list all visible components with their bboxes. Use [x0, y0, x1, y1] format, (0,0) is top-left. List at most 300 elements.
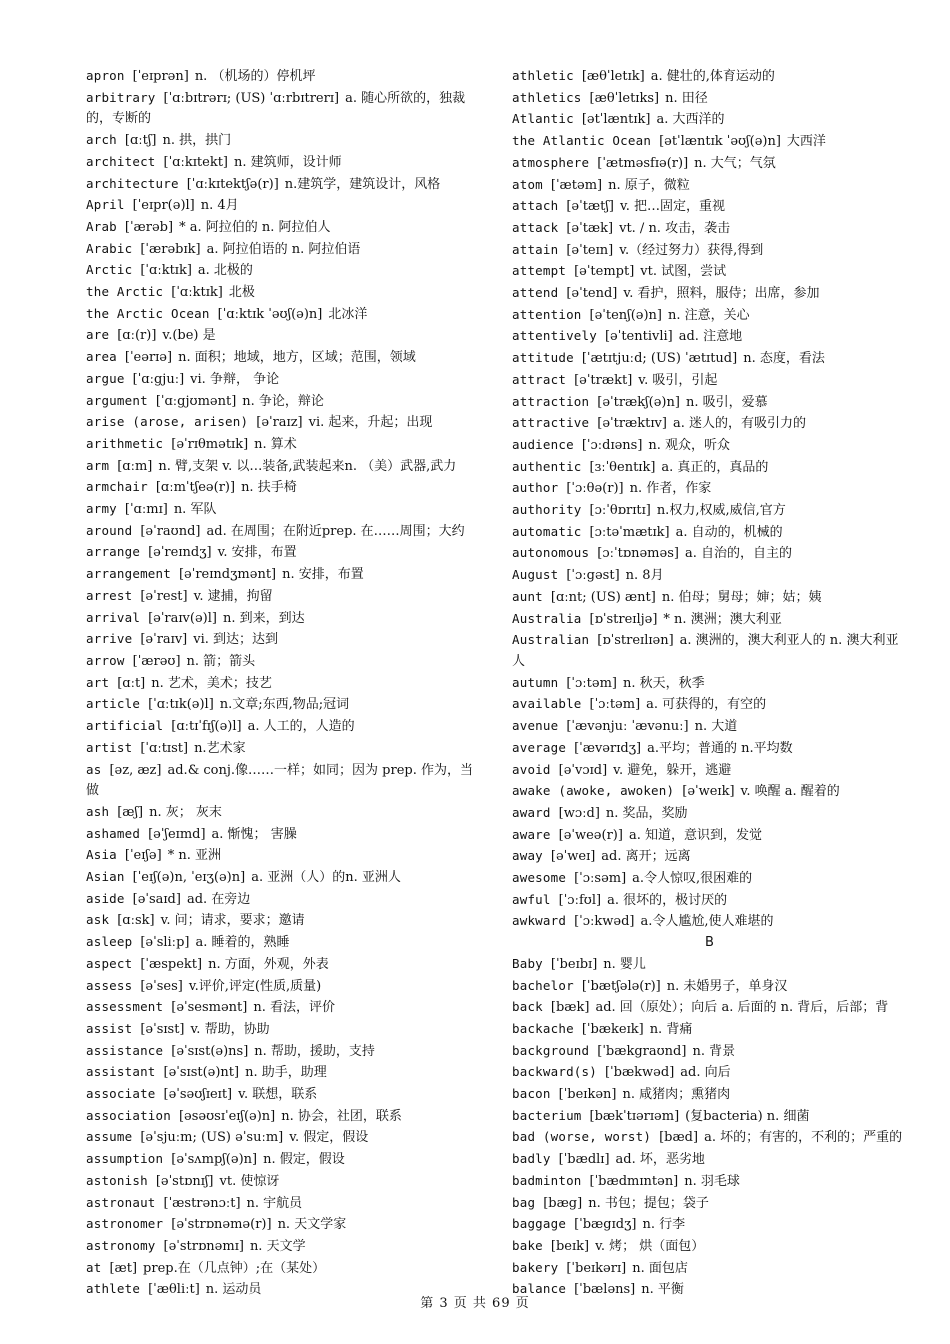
entry-meaning: v. 吸引，引起: [638, 372, 718, 388]
vocab-entry: [86, 1019, 481, 1041]
entry-word: area: [86, 349, 117, 365]
entry-meaning: n. 大道: [694, 719, 738, 735]
vocab-entry: [512, 1127, 907, 1149]
entry-meaning: ad. 在周围；在附近prep. 在……周围；大约: [206, 523, 465, 539]
vocab-entry: [512, 976, 907, 998]
entry-meaning: a. 大西洋的: [656, 112, 725, 128]
vocab-entry: [86, 932, 481, 954]
vocab-entry: [512, 954, 907, 976]
entry-meaning: n. 建筑师，设计师: [234, 154, 342, 170]
entry-word: aware: [512, 826, 551, 842]
entry-meaning: v. 逮捕，拘留: [193, 588, 273, 604]
vocab-entry: [512, 326, 907, 348]
vocab-entry: [512, 1084, 907, 1106]
entry-phonetic: [əˈtempt]: [574, 264, 635, 280]
entry-meaning: n. 观众，听众: [648, 437, 731, 453]
entry-word: avenue: [512, 718, 559, 734]
entry-phonetic: [əˈweɪ]: [550, 849, 596, 865]
entry-meaning: a. 人工的，人造的: [247, 719, 355, 735]
entry-meaning: ad.& conj.像……一样；如同；因为 prep. 作为，当做: [86, 762, 473, 799]
entry-meaning: a. 随心所欲的，独裁的，专断的: [86, 90, 466, 127]
entry-word: Baby: [512, 955, 543, 971]
vocab-entry: [512, 240, 907, 262]
entry-phonetic: [ˈbækwəd]: [604, 1065, 675, 1081]
entry-meaning: a. 澳洲的，澳大利亚人的 n. 澳大利亚人: [512, 633, 899, 669]
entry-word: astonish: [86, 1172, 148, 1188]
entry-word: assistance: [86, 1042, 164, 1058]
entry-phonetic: [ˈɑːktɪk ˈəʊʃ(ə)n]: [217, 306, 323, 322]
entry-word: April: [86, 197, 125, 213]
vocab-entry: [86, 152, 481, 174]
entry-word: attraction: [512, 393, 590, 409]
entry-phonetic: [ˈævənjuː ˈævənuː]: [566, 719, 689, 735]
entry-phonetic: [ˈɔːfʊl]: [558, 892, 602, 908]
vocab-entry: [512, 630, 907, 672]
entry-word: asleep: [86, 934, 133, 950]
entry-phonetic: [ˈeɪʃə]: [124, 848, 162, 864]
entry-phonetic: [əˈstrɒnəmɪ]: [163, 1238, 244, 1254]
vocab-entry: [512, 435, 907, 457]
entry-phonetic: [bæk]: [550, 1000, 590, 1016]
vocab-entry: [512, 1149, 907, 1171]
entry-word: attack: [512, 219, 559, 235]
entry-meaning: n. 注意，关心: [667, 307, 750, 323]
entry-word: available: [512, 696, 582, 712]
entry-word: attach: [512, 198, 559, 214]
entry-word: awkward: [512, 913, 567, 929]
entry-phonetic: [ˈɑːkɪtektʃə(r)]: [186, 176, 279, 192]
entry-phonetic: [ətˈlæntɪk ˈəʊʃ(ə)n]: [659, 134, 781, 150]
vocab-entry: [512, 131, 907, 153]
entry-meaning: vt. 使惊讶: [219, 1173, 280, 1189]
entry-phonetic: [ˈbæləns]: [574, 1282, 636, 1298]
entry-meaning: ad. 在旁边: [186, 891, 251, 907]
entry-meaning: n. 大气；气氛: [694, 155, 776, 171]
entry-phonetic: [ˈærəʊ]: [132, 653, 181, 669]
entry-meaning: vt. / n. 攻击，袭击: [619, 220, 731, 236]
vocab-entry: [86, 499, 481, 521]
entry-meaning: v. 避免，躲开，逃避: [613, 762, 732, 778]
vocab-entry: [512, 825, 907, 847]
entry-meaning: n. （机场的）停机坪: [194, 69, 316, 84]
vocab-entry: [86, 1127, 481, 1149]
entry-phonetic: [əˈtræktɪv]: [597, 416, 667, 432]
entry-word: aspect: [86, 955, 133, 971]
vocab-entry: [86, 954, 481, 976]
entry-meaning: a. 自治的，自主的: [684, 546, 792, 562]
vocab-entry: [86, 716, 481, 738]
vocab-entry: [86, 412, 481, 434]
entry-meaning: n. 伯母；舅母；婶；姑；姨: [661, 589, 822, 605]
vocab-entry: [512, 1171, 907, 1193]
entry-phonetic: [ˈbeɪkən]: [558, 1087, 617, 1103]
entry-phonetic: [ˈeɪprən]: [132, 69, 189, 84]
vocab-entry: [512, 868, 907, 890]
entry-word: the Atlantic Ocean: [512, 133, 652, 149]
entry-word: attempt: [512, 263, 567, 279]
entry-meaning: v. 烤； 烘（面包）: [595, 1238, 705, 1254]
entry-meaning: a.令人惊叹,很困难的: [632, 871, 753, 887]
vocab-entry: [512, 109, 907, 131]
entry-word: awake (awoke, awoken): [512, 783, 675, 799]
vocab-entry: [512, 738, 907, 760]
entry-meaning: n. 面包店: [632, 1260, 688, 1276]
entry-word: astronomer: [86, 1216, 164, 1232]
entry-meaning: n. 书包；提包；袋子: [588, 1195, 709, 1211]
entry-word: attractive: [512, 415, 590, 431]
vocab-entry: [86, 195, 481, 217]
entry-meaning: (复bacteria) n. 细菌: [685, 1108, 810, 1124]
entry-word: astronaut: [86, 1194, 156, 1210]
vocab-entry: [86, 910, 481, 932]
entry-meaning: a. 知道，意识到，发觉: [628, 827, 762, 843]
entry-phonetic: [ˈɑːkɪtekt]: [163, 154, 229, 170]
entry-word: athlete: [86, 1281, 141, 1297]
entry-phonetic: [æʃ]: [117, 804, 144, 820]
entry-meaning: n. 吸引，爱慕: [685, 394, 768, 410]
entry-phonetic: [ɑːmˈtʃeə(r)]: [155, 480, 236, 496]
entry-meaning: a. 阿拉伯语的 n. 阿拉伯语: [206, 241, 361, 257]
entry-word: arithmetic: [86, 435, 164, 451]
entry-meaning: n. 假定，假设: [263, 1152, 345, 1168]
entry-meaning: n. 方面，外观，外表: [208, 956, 329, 972]
entry-word: autumn: [512, 674, 559, 690]
vocab-entry: [86, 1106, 481, 1128]
entry-phonetic: [ˈbækeɪk]: [581, 1021, 644, 1037]
entry-phonetic: [ˈɑːgjʊmənt]: [155, 393, 237, 409]
entry-meaning: a. 坏的；有害的，不利的；严重的: [704, 1130, 903, 1146]
vocab-entry: [512, 457, 907, 479]
entry-meaning: vt. 试图，尝试: [640, 264, 727, 280]
vocab-entry: [86, 130, 481, 152]
vocab-entry: [86, 477, 481, 499]
entry-phonetic: [əˈtenʃ(ə)n]: [589, 307, 662, 323]
entry-word: backward(s): [512, 1064, 597, 1080]
vocab-entry: [86, 434, 481, 456]
entry-phonetic: [ɔːˈtɒnəməs]: [597, 546, 679, 562]
entry-phonetic: [əˈstrɒnəmə(r)]: [171, 1217, 272, 1233]
vocab-entry: [86, 1041, 481, 1063]
vocab-entry: [512, 305, 907, 327]
entry-meaning: n. 婴儿: [603, 956, 646, 972]
entry-meaning: n. 奖品，奖励: [605, 805, 688, 821]
entry-meaning: n. 4月: [200, 198, 239, 214]
entry-phonetic: [ˈætəm]: [550, 177, 603, 193]
entry-word: avoid: [512, 761, 551, 777]
entry-word: award: [512, 804, 551, 820]
entry-word: bad (worse, worst): [512, 1129, 652, 1145]
entry-word: Atlantic: [512, 111, 574, 127]
entry-meaning: a. 真正的，真品的: [661, 459, 769, 475]
entry-word: attract: [512, 371, 567, 387]
entry-phonetic: [əˈteɪn]: [566, 242, 614, 258]
entry-phonetic: [ˈɔːdɪəns]: [581, 437, 643, 453]
entry-phonetic: [ɔːtəˈmætɪk]: [589, 524, 670, 540]
vocab-entry: [86, 673, 481, 695]
entry-phonetic: [ˈeɪʃ(ə)n, ˈeɪʒ(ə)n]: [132, 870, 246, 886]
entry-phonetic: [əˈweɪk]: [682, 784, 735, 800]
entry-word: arm: [86, 457, 110, 473]
vocab-entry: [86, 282, 481, 304]
entry-phonetic: [əˈsɪst]: [140, 1021, 185, 1037]
entry-word: as: [86, 761, 102, 777]
entry-word: associate: [86, 1086, 156, 1102]
entry-word: artist: [86, 739, 133, 755]
entry-meaning: a.平均；普通的 n.平均数: [647, 740, 793, 756]
entry-word: bake: [512, 1237, 543, 1253]
vocab-entry: [86, 1149, 481, 1171]
entry-phonetic: [bæg]: [543, 1195, 583, 1211]
entry-meaning: v. 唤醒 a. 醒着的: [740, 784, 840, 800]
vocab-entry: [86, 760, 481, 802]
entry-phonetic: [əˈsliːp]: [140, 935, 190, 951]
entry-meaning: n. 军队: [173, 502, 217, 518]
vocab-entry: [86, 629, 481, 651]
vocab-entry: [86, 1236, 481, 1258]
entry-phonetic: [əˈsaɪd]: [132, 891, 181, 907]
vocab-entry: [86, 889, 481, 911]
vocab-entry: [86, 391, 481, 413]
entry-word: audience: [512, 436, 574, 452]
entry-meaning: n. 扶手椅: [241, 480, 297, 496]
entry-phonetic: [ˈɔːtəm]: [589, 697, 641, 713]
entry-meaning: n. 未婚男子，单身汉: [666, 978, 788, 994]
entry-phonetic: [əˈtend]: [566, 286, 618, 302]
entry-word: article: [86, 696, 141, 712]
entry-phonetic: [ˈeɪpr(ə)l]: [132, 198, 195, 214]
entry-word: attentively: [512, 328, 597, 344]
vocab-entry: [86, 1084, 481, 1106]
entry-meaning: n. 协会，社团，联系: [281, 1108, 402, 1124]
entry-phonetic: [bækˈtɪərɪəm]: [589, 1108, 680, 1124]
vocab-entry: [512, 261, 907, 283]
entry-word: Australia: [512, 610, 582, 626]
vocab-entry: [86, 260, 481, 282]
entry-phonetic: [ˈbækgraʊnd]: [597, 1043, 687, 1059]
entry-meaning: v.(be) 是: [162, 328, 216, 344]
entry-meaning: ad. 坏，恶劣地: [615, 1152, 705, 1168]
vocab-entry: [86, 66, 481, 88]
vocab-entry: [86, 867, 481, 889]
entry-phonetic: [əˈraɪz]: [256, 415, 303, 431]
entry-word: background: [512, 1042, 590, 1058]
entry-phonetic: [əˈrest]: [140, 588, 188, 604]
vocab-entry: [512, 694, 907, 716]
entry-phonetic: [ˈbeɪkərɪ]: [566, 1260, 627, 1276]
entry-word: are: [86, 327, 110, 343]
entry-word: bachelor: [512, 977, 574, 993]
vocab-entry: [512, 543, 907, 565]
entry-word: Asian: [86, 869, 125, 885]
vocab-entry: [86, 347, 481, 369]
entry-meaning: n. 田径: [665, 90, 708, 106]
entry-word: architecture: [86, 175, 179, 191]
entry-word: away: [512, 848, 543, 864]
entry-meaning: n. 面积；地域，地方，区域；范围，领域: [178, 350, 416, 366]
entry-word: ash: [86, 803, 110, 819]
vocab-entry: [512, 500, 907, 522]
vocab-entry: [512, 175, 907, 197]
entry-phonetic: [ɜːˈθentɪk]: [589, 459, 656, 475]
entry-word: Australian: [512, 632, 590, 648]
entry-phonetic: [bæd]: [659, 1130, 699, 1146]
vocab-entry: [512, 1214, 907, 1236]
entry-phonetic: [ˈeərɪə]: [124, 350, 173, 366]
entry-phonetic: [əˈsesmənt]: [171, 1000, 248, 1016]
entry-phonetic: [ɑːt]: [117, 675, 146, 691]
entry-word: arise (arose, arisen): [86, 414, 249, 430]
entry-meaning: ad. 离开；远离: [601, 849, 691, 865]
vocab-entry: [86, 542, 481, 564]
entry-meaning: vi. 到达；达到: [193, 632, 279, 648]
entry-word: armchair: [86, 479, 148, 495]
vocab-entry: [512, 348, 907, 370]
vocab-entry: [86, 1258, 481, 1280]
vocab-entry: [512, 283, 907, 305]
entry-word: automatic: [512, 523, 582, 539]
entry-phonetic: [ɑːnt; (US) ænt]: [550, 589, 656, 605]
entry-word: arch: [86, 132, 117, 148]
entry-meaning: n. 拱，拱门: [162, 133, 232, 149]
entry-phonetic: [ˈɑːtɪk(ə)l]: [148, 697, 214, 713]
vocab-entry: [512, 196, 907, 218]
entry-phonetic: [æt]: [109, 1260, 138, 1276]
vocab-entry: [86, 651, 481, 673]
entry-word: bakery: [512, 1259, 559, 1275]
entry-phonetic: [æθˈletɪks]: [589, 90, 660, 106]
entry-phonetic: [ˈɑːktɪk]: [171, 285, 223, 301]
entry-word: attain: [512, 241, 559, 257]
vocab-entry: [86, 174, 481, 196]
vocab-entry: [512, 66, 907, 88]
entry-phonetic: [əˈtæk]: [566, 220, 614, 236]
vocab-entry: [512, 1193, 907, 1215]
vocab-entry: [512, 478, 907, 500]
vocab-entry: [512, 587, 907, 609]
entry-word: bacon: [512, 1086, 551, 1102]
entry-meaning: a. 北极的: [197, 263, 253, 279]
entry-word: aunt: [512, 588, 543, 604]
entry-word: artificial: [86, 718, 164, 734]
entry-meaning: n. 宇航员: [246, 1195, 303, 1211]
entry-phonetic: [əˈtentivli]: [604, 329, 673, 345]
entry-phonetic: [əˈreɪndʒ]: [148, 545, 212, 561]
entry-meaning: vi. 起来，升起；出现: [308, 415, 433, 431]
entry-meaning: * n. 澳洲；澳大利亚: [663, 611, 782, 627]
entry-meaning: n. 助手，助理: [245, 1065, 327, 1081]
entry-word: arbitrary: [86, 89, 156, 105]
entry-meaning: v. 联想，联系: [238, 1087, 318, 1103]
entry-word: authority: [512, 502, 582, 518]
entry-meaning: n. 背痛: [649, 1021, 693, 1037]
entry-word: argue: [86, 370, 125, 386]
vocab-entry: [86, 239, 481, 261]
entry-meaning: n. 平衡: [641, 1282, 684, 1298]
vocab-entry: [512, 392, 907, 414]
vocab-entry: [512, 88, 907, 110]
entry-phonetic: [ˈærəb]: [124, 219, 174, 235]
vocab-entry: [512, 522, 907, 544]
entry-word: apron: [86, 68, 125, 83]
vocab-entry: [512, 846, 907, 868]
entry-word: balance: [512, 1281, 567, 1297]
entry-phonetic: [ətˈlæntɪk]: [581, 112, 651, 128]
entry-meaning: n. 8月: [625, 568, 664, 584]
entry-word: Asia: [86, 847, 117, 863]
vocab-entry: [86, 1214, 481, 1236]
entry-word: arrange: [86, 544, 141, 560]
entry-word: army: [86, 501, 117, 517]
entry-word: authentic: [512, 458, 582, 474]
entry-word: awful: [512, 891, 551, 907]
entry-meaning: n. 安排，布置: [282, 567, 364, 583]
entry-meaning: n.文章;东西,物品;冠词: [219, 697, 350, 713]
entry-word: arrival: [86, 609, 141, 625]
entry-meaning: a. 惭愧； 害臊: [211, 826, 297, 842]
entry-meaning: a. 健壮的,体育运动的: [650, 69, 775, 84]
entry-word: the Arctic: [86, 284, 164, 300]
entry-meaning: n. 咸猪肉；熏猪肉: [622, 1087, 731, 1103]
entry-word: assess: [86, 977, 133, 993]
vocab-entry: [86, 369, 481, 391]
entry-phonetic: [ɑː(r)]: [117, 328, 157, 344]
entry-phonetic: [ˈbeɪbɪ]: [550, 956, 598, 972]
entry-word: assist: [86, 1020, 133, 1036]
vocab-entry: [512, 781, 907, 803]
entry-meaning: prep.在（几点钟）;在（某处）: [143, 1260, 326, 1276]
entry-phonetic: [əˈʃeɪmd]: [148, 826, 206, 842]
entry-meaning: 北冰洋: [328, 306, 368, 322]
entry-phonetic: [ɑːtʃ]: [124, 133, 157, 149]
entry-word: average: [512, 739, 567, 755]
vocab-entry: [86, 586, 481, 608]
vocab-entry: [86, 694, 481, 716]
vocab-entry: [86, 521, 481, 543]
page-footer: 第 3 页 共 69 页: [420, 1296, 530, 1311]
entry-meaning: n. 行李: [642, 1217, 686, 1233]
vocab-entry: [512, 218, 907, 240]
entry-phonetic: [əˈsəʊʃɪeɪt]: [163, 1087, 233, 1103]
entry-meaning: ad. 回（原处）；向后 a. 后面的 n. 背后，后部；背: [595, 1000, 889, 1016]
entry-meaning: v. 帮助，协助: [190, 1021, 270, 1037]
entry-meaning: 大西洋: [786, 134, 826, 150]
entry-phonetic: [ˈɑːgjuː]: [132, 371, 185, 387]
vocab-entry: [86, 824, 481, 846]
vocab-entry: [512, 1019, 907, 1041]
vocab-entry: [512, 565, 907, 587]
entry-meaning: v. 安排，布置: [217, 545, 297, 561]
entry-meaning: n. 争论，辩论: [242, 393, 324, 409]
entry-phonetic: [əˈstɒnɪʃ]: [155, 1173, 214, 1189]
entry-phonetic: [əˈrɪθmətɪk]: [171, 436, 249, 452]
vocab-entry: [86, 802, 481, 824]
entry-phonetic: [ˈɔːgəst]: [566, 568, 620, 584]
entry-word: at: [86, 1259, 102, 1275]
entry-word: back: [512, 999, 543, 1015]
entry-word: Arabic: [86, 240, 133, 256]
entry-meaning: vi. 争辩， 争论: [190, 371, 280, 387]
entry-word: bacterium: [512, 1107, 582, 1123]
entry-meaning: * n. 亚洲: [167, 848, 221, 864]
vocab-entry: [86, 1193, 481, 1215]
entry-phonetic: [wɔːd]: [558, 805, 600, 821]
entry-phonetic: [ˈæθliːt]: [148, 1282, 200, 1298]
entry-meaning: n. 背景: [692, 1043, 736, 1059]
entry-phonetic: [əˈraɪv(ə)l]: [148, 610, 217, 626]
vocab-entry: [86, 217, 481, 239]
entry-word: attend: [512, 285, 559, 301]
entry-meaning: n.艺术家: [194, 740, 246, 756]
